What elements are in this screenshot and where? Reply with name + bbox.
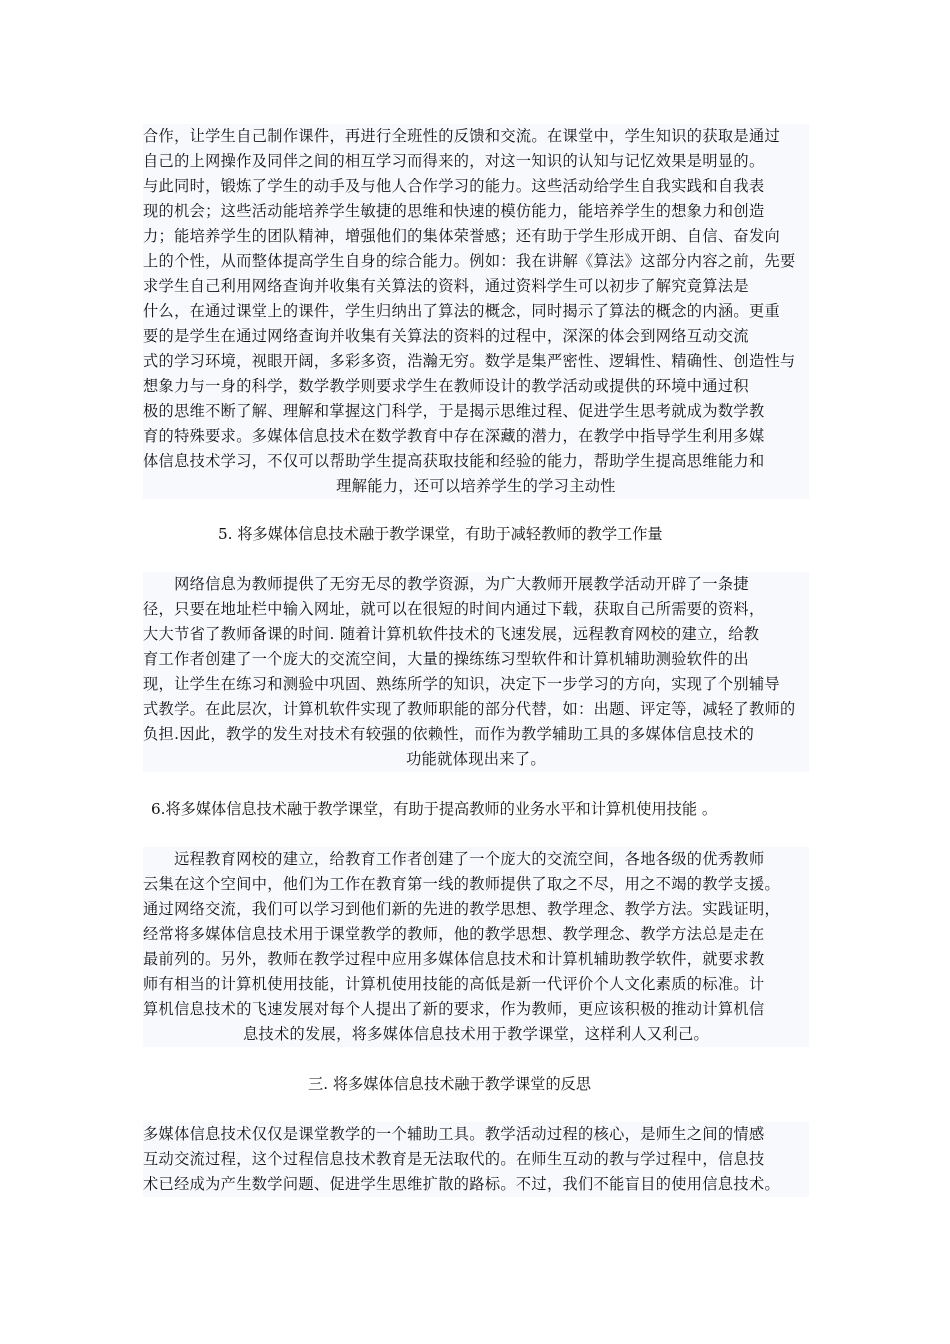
paragraph-line: 式的学习环境，视眼开阔，多彩多资，浩瀚无穷。数学是集严密性、逻辑性、精确性、创造性与 <box>143 352 796 370</box>
paragraph-line: 与此同时，锻炼了学生的动手及与他人合作学习的能力。这些活动给学生自我实践和自我表 <box>143 177 765 195</box>
paragraph-line: 体信息技术学习，不仅可以帮助学生提高获取技能和经验的能力，帮助学生提高思维能力和 <box>143 452 765 470</box>
paragraph-line: 大大节省了教师备课的时间. 随着计算机软件技术的飞速发展，远程教育网校的建立，给教 <box>143 625 760 643</box>
paragraph-line: 云集在这个空间中，他们为工作在教育第一线的教师提供了取之不尽，用之不竭的教学支援。 <box>143 875 781 893</box>
paragraph-line: 多媒体信息技术仅仅是课堂教学的一个辅助工具。教学活动过程的核心，是师生之间的情感 <box>143 1125 765 1143</box>
paragraph-teacher-skills <box>143 847 809 1047</box>
paragraph-line: 径，只要在地址栏中输入网址，就可以在很短的时间内通过下载，获取自己所需要的资料， <box>143 600 765 618</box>
paragraph-line: 力；能培养学生的团队精神，增强他们的集体荣誉感；还有助于学生形成开朗、自信、奋发向 <box>143 227 781 245</box>
paragraph-line: 息技术的发展，将多媒体信息技术用于教学课堂，这样利人又利己。 <box>242 1025 710 1043</box>
paragraph-reduce-workload <box>143 572 809 772</box>
paragraph-line: 互动交流过程，这个过程信息技术教育是无法取代的。在师生互动的教与学过程中，信息技 <box>143 1150 765 1168</box>
paragraph-line: 现的机会；这些活动能培养学生敏捷的思维和快速的模仿能力，能培养学生的想象力和创造 <box>143 202 765 220</box>
paragraph-line: 极的思维不断了解、理解和掌握这门科学，于是揭示思维过程、促进学生思考就成为数学教 <box>143 402 765 420</box>
paragraph-line: 育工作者创建了一个庞大的交流空间，大量的操练练习型软件和计算机辅助测验软件的出 <box>143 650 749 668</box>
paragraph-line: 自己的上网操作及同伴之间的相互学习而得来的，对这一知识的认知与记忆效果是明显的。 <box>143 152 765 170</box>
paragraph-line: 什么，在通过课堂上的课件，学生归纳出了算法的概念，同时揭示了算法的概念的内涵。更重 <box>143 302 781 320</box>
paragraph-line: 要的是学生在通过网络查询并收集有关算法的资料的过程中，深深的体会到网络互动交流 <box>143 327 749 345</box>
paragraph-line: 负担.因此，教学的发生对技术有较强的依赖性，而作为教学辅助工具的多媒体信息技术的 <box>143 725 755 743</box>
paragraph-reflection <box>143 1122 809 1197</box>
paragraph-line: 现，让学生在练习和测验中巩固、熟练所学的知识，决定下一步学习的方向，实现了个别辅导 <box>143 675 781 693</box>
paragraph-line: 功能就体现出来了。 <box>406 750 546 768</box>
paragraph-line: 术已经成为产生数学问题、促进学生思维扩散的路标。不过，我们不能盲目的使用信息技术。 <box>143 1175 781 1193</box>
paragraph-line: 求学生自己利用网络查询并收集有关算法的资料，通过资料学生可以初步了解究竟算法是 <box>143 277 749 295</box>
paragraph-line: 式教学。在此层次，计算机软件实现了教师职能的部分代替，如：出题、评定等，减轻了教师的 <box>143 700 796 718</box>
paragraph-line: 理解能力，还可以培养学生的学习主动性 <box>336 477 616 495</box>
paragraph-line: 远程教育网校的建立，给教育工作者创建了一个庞大的交流空间，各地各级的优秀教师 <box>143 850 765 868</box>
paragraph-line: 通过网络交流，我们可以学习到他们新的先进的教学思想、教学理念、教学方法。实践证明， <box>143 900 781 918</box>
paragraph-line: 算机信息技术的飞速发展对每个人提出了新的要求，作为教师，更应该积极的推动计算机信 <box>143 1000 765 1018</box>
section-heading-3: 三. 将多媒体信息技术融于教学课堂的反思 <box>308 1075 592 1093</box>
paragraph-line: 合作，让学生自己制作课件，再进行全班性的反馈和交流。在课堂中，学生知识的获取是通过 <box>143 127 781 145</box>
paragraph-line: 想象力与一身的科学，数学教学则要求学生在教师设计的教学活动或提供的环境中通过积 <box>143 377 749 395</box>
paragraph-line: 网络信息为教师提供了无穷无尽的教学资源，为广大教师开展教学活动开辟了一条捷 <box>143 575 749 593</box>
paragraph-line: 师有相当的计算机使用技能，计算机使用技能的高低是新一代评价个人文化素质的标准。计 <box>143 975 765 993</box>
paragraph-line: 上的个性，从而整体提高学生自身的综合能力。例如：我在讲解《算法》这部分内容之前，先要 <box>143 252 796 270</box>
section-heading-6: 6.将多媒体信息技术融于教学课堂，有助于提高教师的业务水平和计算机使用技能 。 <box>151 800 718 818</box>
section-heading-5: 5. 将多媒体信息技术融于教学课堂，有助于减轻教师的教学工作量 <box>218 525 663 543</box>
paragraph-line: 育的特殊要求。多媒体信息技术在数学教育中存在深藏的潜力，在教学中指导学生利用多媒 <box>143 427 765 445</box>
paragraph-multimedia-benefits <box>143 124 809 499</box>
paragraph-line: 最前列的。另外，教师在教学过程中应用多媒体信息技术和计算机辅助教学软件，就要求教 <box>143 950 765 968</box>
paragraph-line: 经常将多媒体信息技术用于课堂教学的教师，他的教学思想、教学理念、教学方法总是走在 <box>143 925 765 943</box>
